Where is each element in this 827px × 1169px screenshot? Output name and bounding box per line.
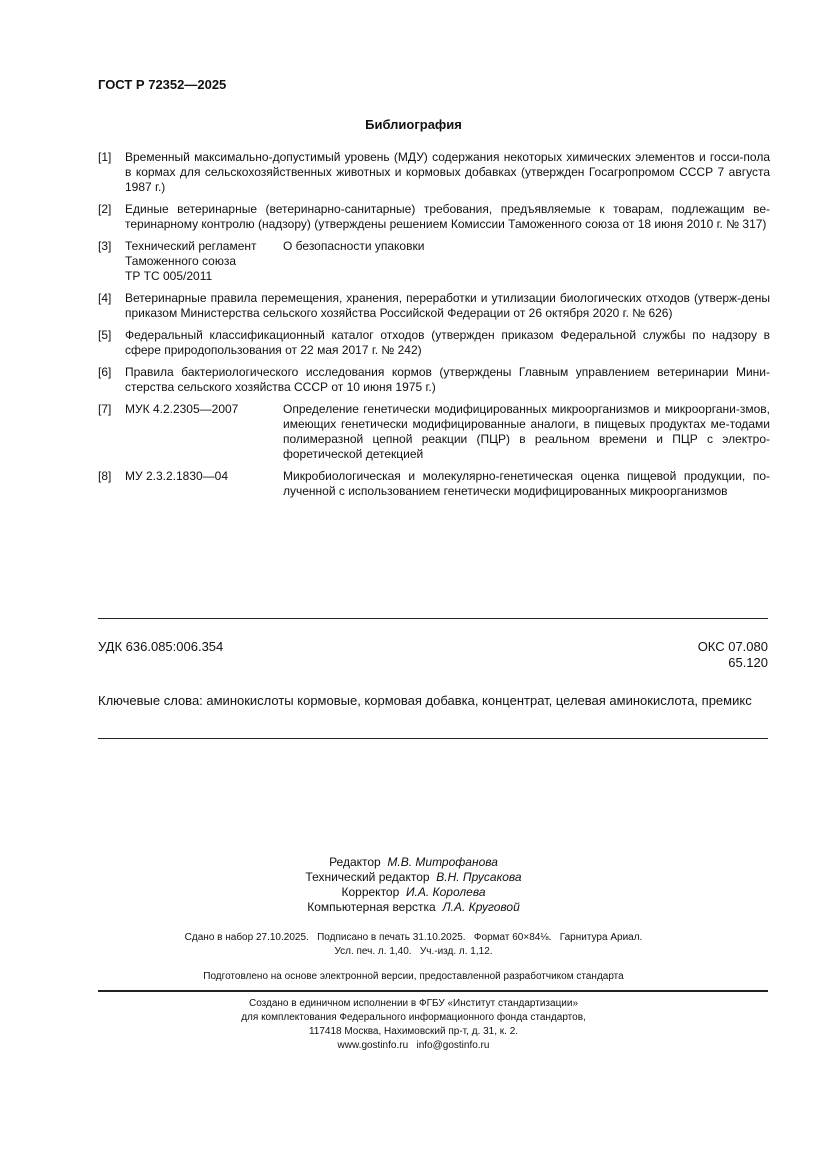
reference-description: О безопасности упаковки xyxy=(283,239,425,253)
credit-line xyxy=(0,885,827,900)
reference-number: [3] xyxy=(98,239,112,253)
oks-line: 65.120 xyxy=(728,655,768,670)
publisher-info xyxy=(0,997,827,1053)
reference-text: Федеральный классификационный каталог отходов (утвержден приказом Федеральной службы по надзору в сфере природопользования от 22 мая 2017 г. № 242) xyxy=(125,328,770,357)
credit-label: Компьютерная верстка xyxy=(307,900,436,914)
credit-name: М.В. Митрофанова xyxy=(387,855,498,869)
credit-line xyxy=(0,870,827,885)
reference-code-line: ТР ТС 005/2011 xyxy=(125,269,213,283)
reference-number: [6] xyxy=(98,365,112,379)
print-info-line: Сдано в набор 27.10.2025. Подписано в печать 31.10.2025. Формат 60×84⅛. Гарнитура Ариал. xyxy=(184,932,643,943)
publisher-contacts xyxy=(0,1039,827,1053)
divider xyxy=(98,990,768,992)
credit-label: Редактор xyxy=(329,855,381,869)
reference-item xyxy=(98,402,770,462)
oks-line: ОКС 07.080 xyxy=(697,639,768,654)
bibliography-title: Библиография xyxy=(365,117,462,132)
reference-text: Временный максимально-допустимый уровень (МДУ) содержания некоторых химических элементов и госси-пола в кормах для сельскохозяйственных животных и кормовых добавках (утвержден Госагропромом СССР 7 августа 1987 г.) xyxy=(125,150,770,194)
reference-text: Единые ветеринарные (ветеринарно-санитарные) требования, предъявляемые к товарам, подлежащим ве-теринарному контролю (надзору) (утверждены решением Комиссии Таможенного союза от 18 июня 2010 г. № 317) xyxy=(125,202,770,231)
publisher-line: для комплектования Федерального информационного фонда стандартов, xyxy=(241,1012,586,1023)
print-info-line: Усл. печ. л. 1,40. Уч.-изд. л. 1,12. xyxy=(334,946,493,957)
reference-code-line: Технический регламент xyxy=(125,239,257,253)
reference-item xyxy=(98,150,770,195)
credit-line xyxy=(0,855,827,870)
udc-code: УДК 636.085:006.354 xyxy=(98,639,224,654)
publisher-line: 117418 Москва, Нахимовский пр-т, д. 31, к. 2. xyxy=(308,1026,519,1037)
credit-name: В.Н. Прусакова xyxy=(436,870,522,884)
reference-code: МУ 2.3.2.1830—04 xyxy=(125,469,229,483)
reference-code-line: Таможенного союза xyxy=(125,254,236,268)
keywords: Ключевые слова: аминокислоты кормовые, кормовая добавка, концентрат, целевая аминокислота, премикс xyxy=(98,693,752,708)
reference-item xyxy=(98,469,770,499)
reference-item xyxy=(98,291,770,321)
divider xyxy=(98,738,768,739)
reference-text: Правила бактериологического исследования кормов (утверждены Главным управлением ветеринарии Мини-стерства сельского хозяйства СССР от 10 июня 1975 г.) xyxy=(125,365,770,394)
prepared-note: Подготовлено на основе электронной версии, предоставленной разработчиком стандарта xyxy=(203,971,624,982)
oks-code xyxy=(698,639,768,671)
reference-description: Микробиологическая и молекулярно-генетическая оценка пищевой продукции, по-лученной с использованием генетически модифицированных микроорганизмов xyxy=(283,469,770,498)
reference-item xyxy=(98,202,770,232)
credit-line xyxy=(0,900,827,915)
website-link[interactable]: www.gostinfo.ru xyxy=(337,1040,409,1051)
credits-block xyxy=(0,855,827,915)
reference-number: [7] xyxy=(98,402,112,416)
reference-text: Ветеринарные правила перемещения, хранения, переработки и утилизации биологических отходов (утверж-дены приказом Министерства сельского хозяйства Российской Федерации от 26 октября 2020 г. № 626) xyxy=(125,291,770,320)
credit-label: Корректор xyxy=(341,885,400,899)
reference-number: [2] xyxy=(98,202,112,216)
document-code: ГОСТ Р 72352—2025 xyxy=(98,77,227,92)
reference-number: [5] xyxy=(98,328,112,342)
credit-label: Технический редактор xyxy=(305,870,430,884)
reference-number: [8] xyxy=(98,469,112,483)
reference-description: Определение генетически модифицированных микроорганизмов и микрооргани-змов, имеющих генетически модифицированные аналоги, в пищевых продуктах ме-тодами полимеразной цепной реакции (ПЦР) в реальном времени и ПЦР с электро-форетической детекцией xyxy=(283,402,770,461)
credit-name: Л.А. Круговой xyxy=(442,900,520,914)
reference-number: [4] xyxy=(98,291,112,305)
reference-number: [1] xyxy=(98,150,112,164)
reference-item xyxy=(98,365,770,395)
bibliography-list xyxy=(98,150,770,506)
email-link[interactable]: info@gostinfo.ru xyxy=(416,1040,490,1051)
reference-code: МУК 4.2.2305—2007 xyxy=(125,402,239,416)
credit-name: И.А. Королева xyxy=(405,885,486,899)
divider xyxy=(98,618,768,619)
reference-item xyxy=(98,328,770,358)
publisher-line: Создано в единичном исполнении в ФГБУ «Институт стандартизации» xyxy=(248,998,579,1009)
print-info xyxy=(0,931,827,959)
reference-item xyxy=(98,239,770,284)
reference-code xyxy=(125,239,283,284)
